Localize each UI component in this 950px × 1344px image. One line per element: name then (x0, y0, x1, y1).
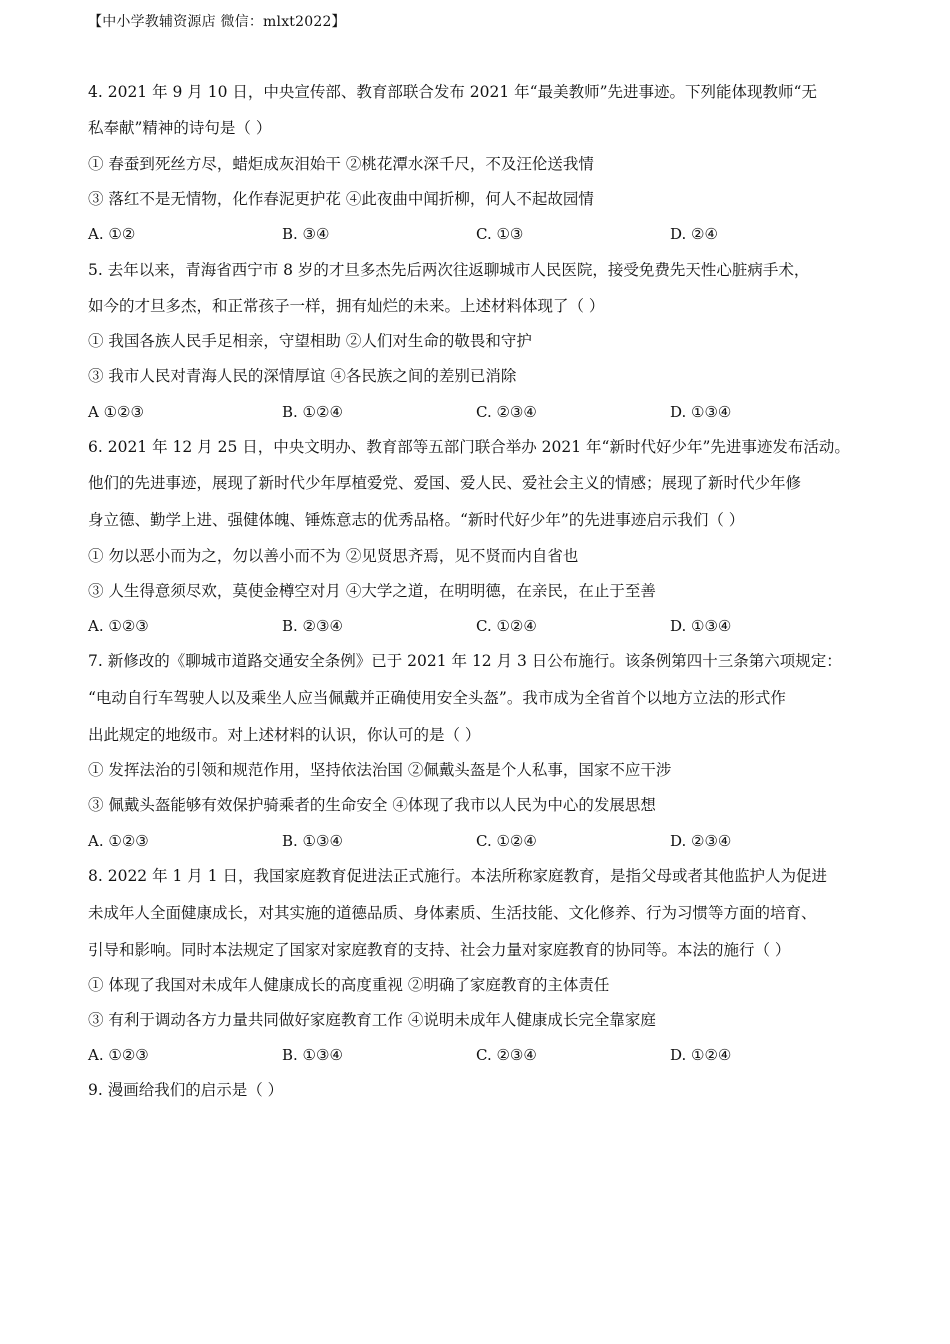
q7-stem-line-1: 7. 新修改的《聊城市道路交通安全条例》已于 2021 年 12 月 3 日公布施行。该条例第四十三条第六项规定： (88, 652, 842, 670)
q4-options (88, 223, 868, 245)
q8-item-row-1: ① 体现了我国对未成年人健康成长的高度重视 ②明确了家庭教育的主体责任 (88, 976, 610, 994)
q7-item-row-2: ③ 佩戴头盔能够有效保护骑乘者的生命安全 ④体现了我市以人民为中心的发展思想 (88, 796, 656, 814)
q7-option-c[interactable]: C. ①②④ (476, 832, 537, 850)
q8-stem-line-1: 8. 2022 年 1 月 1 日，我国家庭教育促进法正式施行。本法所称家庭教育，是指父母或者其他监护人为促进 (88, 867, 828, 885)
q7-option-d[interactable]: D. ②③④ (670, 832, 732, 850)
q7-option-b[interactable]: B. ①③④ (282, 832, 343, 850)
q5-item-row-1: ① 我国各族人民手足相亲，守望相助 ②人们对生命的敬畏和守护 (88, 332, 532, 350)
q4-option-a[interactable]: A. ①② (88, 225, 136, 243)
q7-stem-line-3: 出此规定的地级市。对上述材料的认识，你认可的是（ ） (88, 726, 481, 744)
q4-stem-line-2: 私奉献”精神的诗句是（ ） (88, 119, 272, 137)
q5-option-b[interactable]: B. ①②④ (282, 403, 343, 421)
q7-stem-line-2: “电动自行车驾驶人以及乘坐人应当佩戴并正确使用安全头盔”。我市成为全省首个以地方立法的形式作 (88, 689, 786, 707)
q8-option-c[interactable]: C. ②③④ (476, 1046, 537, 1064)
q6-stem-line-3: 身立德、勤学上进、强健体魄、锤炼意志的优秀品格。“新时代好少年”的先进事迹启示我们（ ） (88, 511, 745, 529)
q4-item-row-1: ① 春蚕到死丝方尽，蜡炬成灰泪始干 ②桃花潭水深千尺，不及汪伦送我情 (88, 155, 594, 173)
page-header: 【中小学教辅资源店 微信：mlxt2022】 (88, 14, 346, 30)
q6-item-row-1: ① 勿以恶小而为之，勿以善小而不为 ②见贤思齐焉，见不贤而内自省也 (88, 547, 579, 565)
q5-stem-line-1: 5. 去年以来，青海省西宁市 8 岁的才旦多杰先后两次往返聊城市人民医院，接受免费先天性心脏病手术， (88, 261, 810, 279)
q6-option-c[interactable]: C. ①②④ (476, 617, 537, 635)
q8-option-b[interactable]: B. ①③④ (282, 1046, 343, 1064)
q8-options (88, 1044, 868, 1066)
q8-stem-line-3: 引导和影响。同时本法规定了国家对家庭教育的支持、社会力量对家庭教育的协同等。本法的施行（ ） (88, 941, 791, 959)
q6-stem-line-2: 他们的先进事迹，展现了新时代少年厚植爱党、爱国、爱人民、爱社会主义的情感；展现了新时代少年修 (88, 474, 802, 492)
q5-item-row-2: ③ 我市人民对青海人民的深情厚谊 ④各民族之间的差别已消除 (88, 367, 517, 385)
q4-stem-line-1: 4. 2021 年 9 月 10 日，中央宣传部、教育部联合发布 2021 年“最美教师”先进事迹。下列能体现教师“无 (88, 83, 817, 101)
q8-item-row-2: ③ 有利于调动各方力量共同做好家庭教育工作 ④说明未成年人健康成长完全靠家庭 (88, 1011, 656, 1029)
q8-option-a[interactable]: A. ①②③ (88, 1046, 149, 1064)
q5-option-d[interactable]: D. ①③④ (670, 403, 732, 421)
q5-stem-line-2: 如今的才旦多杰，和正常孩子一样，拥有灿烂的未来。上述材料体现了（ ） (88, 297, 605, 315)
q8-option-d[interactable]: D. ①②④ (670, 1046, 732, 1064)
q7-options (88, 830, 868, 852)
q7-item-row-1: ① 发挥法治的引领和规范作用，坚持依法治国 ②佩戴头盔是个人私事，国家不应干涉 (88, 761, 672, 779)
q4-item-row-2: ③ 落红不是无情物，化作春泥更护花 ④此夜曲中闻折柳，何人不起故园情 (88, 190, 594, 208)
q8-stem-line-2: 未成年人全面健康成长，对其实施的道德品质、身体素质、生活技能、文化修养、行为习惯等方面的培育、 (88, 904, 817, 922)
q6-option-a[interactable]: A. ①②③ (88, 617, 149, 635)
q7-option-a[interactable]: A. ①②③ (88, 832, 149, 850)
q4-option-d[interactable]: D. ②④ (670, 225, 718, 243)
q6-options (88, 615, 868, 637)
q5-options (88, 401, 868, 423)
q9-stem-line-1: 9. 漫画给我们的启示是（ ） (88, 1081, 284, 1099)
q6-stem-line-1: 6. 2021 年 12 月 25 日，中央文明办、教育部等五部门联合举办 2021 年“新时代好少年”先进事迹发布活动。 (88, 438, 850, 456)
q5-option-a[interactable]: A ①②③ (88, 403, 144, 421)
q6-option-d[interactable]: D. ①③④ (670, 617, 732, 635)
q6-option-b[interactable]: B. ②③④ (282, 617, 343, 635)
q6-item-row-2: ③ 人生得意须尽欢，莫使金樽空对月 ④大学之道，在明明德，在亲民，在止于至善 (88, 582, 656, 600)
q4-option-c[interactable]: C. ①③ (476, 225, 524, 243)
q4-option-b[interactable]: B. ③④ (282, 225, 330, 243)
q5-option-c[interactable]: C. ②③④ (476, 403, 537, 421)
